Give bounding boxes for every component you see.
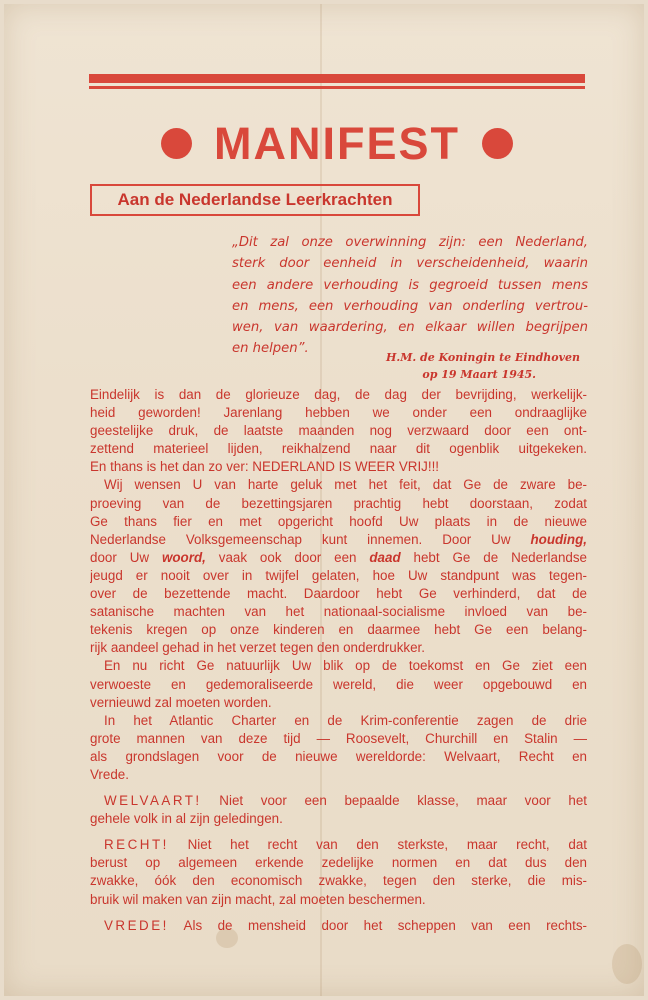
body-line: In het Atlantic Charter en de Krim-conferentie zagen de drie (104, 712, 587, 728)
paper-stain (612, 944, 642, 984)
body-line: gehele volk in al zijn geledingen. (90, 811, 283, 827)
subtitle: Aan de Nederlandse Leerkrachten (117, 190, 393, 209)
body-line (90, 531, 587, 549)
body-line: rijk aandeel gehad in het verzet tegen den onderdrukker. (90, 640, 425, 656)
body-line: over de bezettende macht. Daardoor hebt Ge verhinderd, dat de (90, 586, 587, 602)
body-text: Als de mensheid door het scheppen van een rechts- (168, 917, 587, 933)
keyword-vrede: VREDE! (104, 917, 169, 933)
keyword-recht: RECHT! (104, 837, 169, 853)
body-line: satanische machten van het nationaal-socialisme invloed van be- (90, 604, 587, 620)
body-line: proeving van de bezettingsjaren prachtig hebt doorstaan, zodat (90, 495, 587, 511)
bullet-dot-left (161, 128, 192, 159)
paragraph-gap (90, 784, 587, 792)
body-line: Vrede. (90, 766, 129, 782)
body-line (90, 917, 587, 935)
body-line: berust op algemeen erkende zedelijke normen en dat dus den (90, 855, 587, 871)
quote-line: wen, van waardering, en elkaar willen begrijpen (232, 320, 588, 336)
paragraph-gap (90, 909, 587, 917)
body-line: heid geworden! Jarenlang hebben we onder een ondraaglijke (90, 405, 587, 421)
body-line: geestelijke druk, de laatste maanden nog verzwaard door een ont- (90, 423, 587, 439)
top-rule-thick (89, 74, 585, 83)
emphasis-houding: houding, (530, 531, 587, 547)
quote-line: „Dit zal onze overwinning zijn: een Nederland, (232, 235, 588, 250)
quote-attribution: H.M. de Koningin te Eindhoven (386, 351, 580, 364)
top-rule-thin (89, 86, 585, 89)
document-page (4, 4, 644, 996)
keyword-welvaart: WELVAART! (104, 793, 202, 809)
body-line: bruik wil maken van zijn macht, zal moeten beschermen. (90, 891, 426, 907)
body-line (90, 836, 587, 854)
royal-quote (232, 232, 588, 360)
emphasis-woord: woord, (161, 549, 206, 565)
body-line: zettend materieel lijden, reikhalzend naar dit ogenblik uitgekeken. (90, 441, 587, 457)
body-line: zwakke, óók den economisch zwakke, tegen den sterke, die mis- (90, 873, 587, 889)
manifest-body (90, 386, 587, 935)
body-line (90, 549, 587, 567)
body-text: Niet voor een bepaalde klasse, maar voor het (201, 793, 587, 809)
body-text: hebt Ge de Nederlandse (400, 549, 587, 565)
body-line: jeugd er nooit over in twijfel gelaten, hoe Uw standpunt was tegen- (90, 567, 587, 583)
page-title: MANIFEST (214, 117, 460, 169)
subtitle-box (90, 184, 420, 216)
quote-line: sterk door eenheid in verscheidenheid, waarin (232, 256, 588, 272)
body-text: door Uw (90, 549, 162, 565)
body-line: Ge thans fier en met opgericht hoofd Uw plaats in de nieuwe (90, 513, 587, 529)
body-line: als grondslagen voor de nieuwe wereldorde: Welvaart, Recht en (90, 748, 587, 764)
bullet-dot-right (482, 128, 513, 159)
body-line: En thans is het dan zo ver: NEDERLAND IS WEER VRIJ!!! (90, 459, 440, 475)
quote-line: en helpen”. (232, 341, 309, 357)
body-line: tekenis kregen op onze kinderen en daarmee hebt Ge een belang- (90, 622, 587, 638)
body-line: grote mannen van deze tijd — Roosevelt, Churchill en Stalin — (90, 730, 587, 746)
body-text: Nederlandse Volksgemeenschap kunt innemen. Door Uw (90, 531, 531, 547)
quote-line: een andere verhouding is gegroeid tussen mens (232, 277, 588, 293)
quote-date: op 19 Maart 1945. (422, 368, 536, 381)
body-line: Wij wensen U van harte geluk met het feit, dat Ge de zware be- (104, 477, 587, 493)
body-text: Niet het recht van den sterkste, maar recht, dat (168, 837, 587, 853)
title-row (89, 114, 585, 172)
body-line: verwoeste en gedemoraliseerde wereld, die weer opgebouwd en (90, 676, 587, 692)
body-line: vernieuwd zal moeten worden. (90, 694, 272, 710)
body-line: Eindelijk is dan de glorieuze dag, de dag der bevrijding, werkelijk- (90, 387, 587, 402)
paragraph-gap (90, 828, 587, 836)
quote-line: en mens, een verhouding van onderling vertrou- (232, 298, 588, 314)
body-line (90, 792, 587, 810)
emphasis-daad: daad (369, 549, 401, 565)
body-text: vaak ook door een (205, 549, 370, 565)
body-line: En nu richt Ge natuurlijk Uw blik op de toekomst en Ge ziet een (104, 658, 587, 674)
